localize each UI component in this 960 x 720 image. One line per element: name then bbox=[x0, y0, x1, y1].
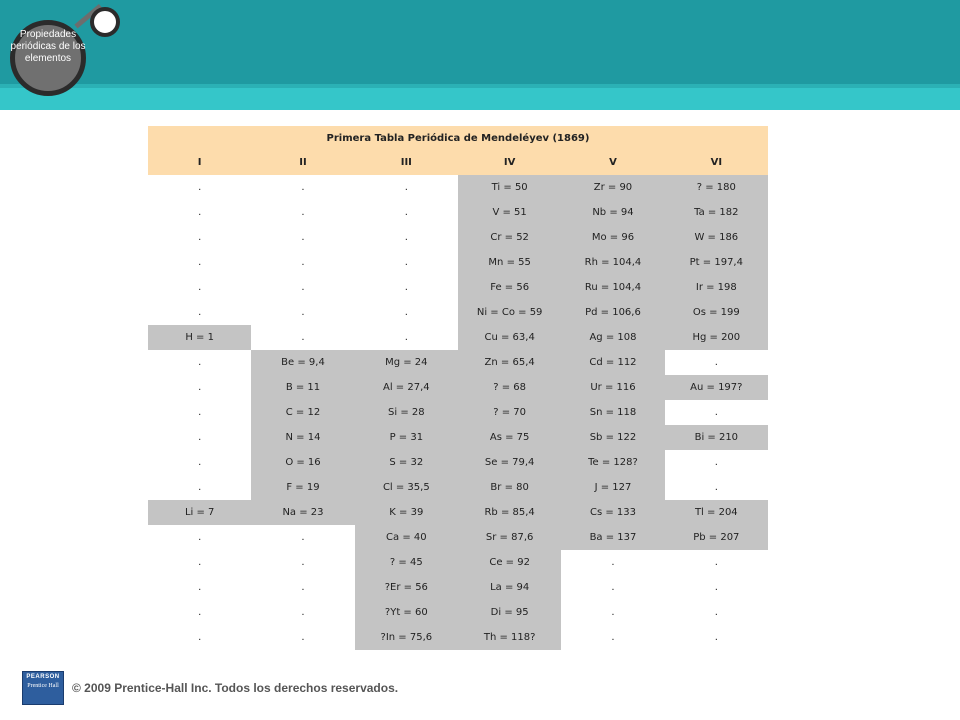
table-cell: Th = 118? bbox=[458, 625, 561, 650]
column-header-row bbox=[148, 150, 768, 175]
table-row bbox=[148, 250, 768, 275]
table-cell: . bbox=[355, 175, 458, 200]
table-cell: . bbox=[148, 225, 251, 250]
table-cell: . bbox=[561, 625, 664, 650]
table-cell: . bbox=[148, 175, 251, 200]
table-cell: Rh = 104,4 bbox=[561, 250, 664, 275]
table-cell: Ti = 50 bbox=[458, 175, 561, 200]
table-cell: . bbox=[355, 225, 458, 250]
table-cell: . bbox=[665, 575, 768, 600]
table-cell: Sr = 87,6 bbox=[458, 525, 561, 550]
table-cell: . bbox=[251, 325, 354, 350]
table-cell: . bbox=[148, 550, 251, 575]
table-cell: Zn = 65,4 bbox=[458, 350, 561, 375]
column-header: VI bbox=[665, 150, 768, 175]
table-cell: Be = 9,4 bbox=[251, 350, 354, 375]
table-cell: ? = 180 bbox=[665, 175, 768, 200]
table-cell: La = 94 bbox=[458, 575, 561, 600]
table-cell: . bbox=[355, 200, 458, 225]
table-cell: . bbox=[665, 350, 768, 375]
table-cell: Rb = 85,4 bbox=[458, 500, 561, 525]
table-row bbox=[148, 400, 768, 425]
column-header: II bbox=[251, 150, 354, 175]
table-row bbox=[148, 575, 768, 600]
column-header: IV bbox=[458, 150, 561, 175]
table-cell: . bbox=[665, 400, 768, 425]
column-header: III bbox=[355, 150, 458, 175]
table-cell: Al = 27,4 bbox=[355, 375, 458, 400]
table-row bbox=[148, 175, 768, 200]
table-cell: . bbox=[148, 300, 251, 325]
table-cell: . bbox=[251, 250, 354, 275]
table-row bbox=[148, 300, 768, 325]
table-cell: . bbox=[148, 275, 251, 300]
table-cell: . bbox=[251, 575, 354, 600]
table-cell: . bbox=[561, 550, 664, 575]
table-cell: . bbox=[148, 450, 251, 475]
table-cell: . bbox=[148, 475, 251, 500]
table-cell: ? = 68 bbox=[458, 375, 561, 400]
table-row bbox=[148, 375, 768, 400]
table-cell: . bbox=[148, 400, 251, 425]
table-cell: ?In = 75,6 bbox=[355, 625, 458, 650]
table-cell: Ca = 40 bbox=[355, 525, 458, 550]
table-cell: W = 186 bbox=[665, 225, 768, 250]
table-cell: Na = 23 bbox=[251, 500, 354, 525]
table-cell: Pb = 207 bbox=[665, 525, 768, 550]
column-header: I bbox=[148, 150, 251, 175]
table-cell: . bbox=[665, 475, 768, 500]
table-cell: P = 31 bbox=[355, 425, 458, 450]
table-cell: . bbox=[561, 600, 664, 625]
table-cell: . bbox=[561, 575, 664, 600]
table-cell: Sb = 122 bbox=[561, 425, 664, 450]
table-cell: Ce = 92 bbox=[458, 550, 561, 575]
table-cell: Li = 7 bbox=[148, 500, 251, 525]
table-row bbox=[148, 425, 768, 450]
table-cell: ?Er = 56 bbox=[355, 575, 458, 600]
table-cell: Tl = 204 bbox=[665, 500, 768, 525]
table-cell: Ba = 137 bbox=[561, 525, 664, 550]
table-cell: Ta = 182 bbox=[665, 200, 768, 225]
table-row bbox=[148, 625, 768, 650]
table-row bbox=[148, 500, 768, 525]
table-cell: . bbox=[355, 250, 458, 275]
table-cell: ? = 45 bbox=[355, 550, 458, 575]
table-cell: . bbox=[251, 200, 354, 225]
table-cell: V = 51 bbox=[458, 200, 561, 225]
table-cell: J = 127 bbox=[561, 475, 664, 500]
table-cell: Ag = 108 bbox=[561, 325, 664, 350]
table-cell: B = 11 bbox=[251, 375, 354, 400]
table-row bbox=[148, 600, 768, 625]
column-header: V bbox=[561, 150, 664, 175]
table-cell: Cs = 133 bbox=[561, 500, 664, 525]
table-cell: . bbox=[251, 225, 354, 250]
mendeleev-table bbox=[148, 126, 768, 650]
table-cell: . bbox=[355, 275, 458, 300]
table-row bbox=[148, 475, 768, 500]
table-cell: . bbox=[251, 275, 354, 300]
table-cell: K = 39 bbox=[355, 500, 458, 525]
table-cell: N = 14 bbox=[251, 425, 354, 450]
table-cell: O = 16 bbox=[251, 450, 354, 475]
header-light-band bbox=[0, 88, 960, 110]
table-cell: . bbox=[251, 600, 354, 625]
table-cell: . bbox=[665, 600, 768, 625]
table-cell: Ni = Co = 59 bbox=[458, 300, 561, 325]
table-cell: . bbox=[148, 250, 251, 275]
table-cell: . bbox=[148, 625, 251, 650]
table-cell: Mo = 96 bbox=[561, 225, 664, 250]
table-cell: C = 12 bbox=[251, 400, 354, 425]
table-cell: ?Yt = 60 bbox=[355, 600, 458, 625]
table-cell: Cu = 63,4 bbox=[458, 325, 561, 350]
table-cell: . bbox=[251, 625, 354, 650]
table-cell: As = 75 bbox=[458, 425, 561, 450]
table-cell: Br = 80 bbox=[458, 475, 561, 500]
table-cell: . bbox=[355, 325, 458, 350]
table-cell: S = 32 bbox=[355, 450, 458, 475]
table-cell: . bbox=[148, 525, 251, 550]
table-cell: . bbox=[148, 350, 251, 375]
pearson-logo bbox=[22, 671, 64, 705]
table-title: Primera Tabla Periódica de Mendeléyev (1869) bbox=[148, 126, 768, 150]
table-cell: Cl = 35,5 bbox=[355, 475, 458, 500]
header-banner bbox=[0, 0, 960, 110]
table-cell: Sn = 118 bbox=[561, 400, 664, 425]
table-cell: Bi = 210 bbox=[665, 425, 768, 450]
logo-text: Propiedades periódicas de los elementos bbox=[10, 29, 86, 64]
table-cell: Ru = 104,4 bbox=[561, 275, 664, 300]
table-cell: . bbox=[148, 200, 251, 225]
table-cell: Mn = 55 bbox=[458, 250, 561, 275]
table-cell: . bbox=[251, 525, 354, 550]
table-cell: Ur = 116 bbox=[561, 375, 664, 400]
table-cell: . bbox=[665, 625, 768, 650]
table-cell: Pt = 197,4 bbox=[665, 250, 768, 275]
table-cell: . bbox=[251, 550, 354, 575]
table-cell: Au = 197? bbox=[665, 375, 768, 400]
table-cell: . bbox=[148, 375, 251, 400]
table-cell: Ir = 198 bbox=[665, 275, 768, 300]
table-cell: Si = 28 bbox=[355, 400, 458, 425]
table-cell: Mg = 24 bbox=[355, 350, 458, 375]
table-cell: Cd = 112 bbox=[561, 350, 664, 375]
table-cell: Hg = 200 bbox=[665, 325, 768, 350]
table-cell: . bbox=[148, 575, 251, 600]
table-cell: Zr = 90 bbox=[561, 175, 664, 200]
prentice-hall-logo-text: Prentice Hall bbox=[27, 683, 59, 689]
copyright-text: © 2009 Prentice-Hall Inc. Todos los derechos reservados. bbox=[72, 681, 399, 695]
table-row bbox=[148, 275, 768, 300]
table-row bbox=[148, 450, 768, 475]
table-cell: F = 19 bbox=[251, 475, 354, 500]
table-cell: . bbox=[148, 600, 251, 625]
table-cell: Pd = 106,6 bbox=[561, 300, 664, 325]
table-cell: ? = 70 bbox=[458, 400, 561, 425]
table-row bbox=[148, 525, 768, 550]
table-cell: . bbox=[355, 300, 458, 325]
table-cell: Di = 95 bbox=[458, 600, 561, 625]
table-cell: . bbox=[665, 450, 768, 475]
table-cell: Os = 199 bbox=[665, 300, 768, 325]
table-cell: Fe = 56 bbox=[458, 275, 561, 300]
table-row bbox=[148, 350, 768, 375]
table-cell: . bbox=[665, 550, 768, 575]
table-row bbox=[148, 550, 768, 575]
table-row bbox=[148, 200, 768, 225]
table-body bbox=[148, 175, 768, 650]
table-cell: . bbox=[251, 300, 354, 325]
table-cell: Te = 128? bbox=[561, 450, 664, 475]
table-cell: Nb = 94 bbox=[561, 200, 664, 225]
pearson-logo-text: PEARSON bbox=[26, 674, 60, 680]
table-cell: Cr = 52 bbox=[458, 225, 561, 250]
table-cell: Se = 79,4 bbox=[458, 450, 561, 475]
table-cell: H = 1 bbox=[148, 325, 251, 350]
table-row bbox=[148, 225, 768, 250]
logo-small-circle-icon bbox=[90, 7, 120, 37]
table-cell: . bbox=[251, 175, 354, 200]
table-cell: . bbox=[148, 425, 251, 450]
table-row bbox=[148, 325, 768, 350]
